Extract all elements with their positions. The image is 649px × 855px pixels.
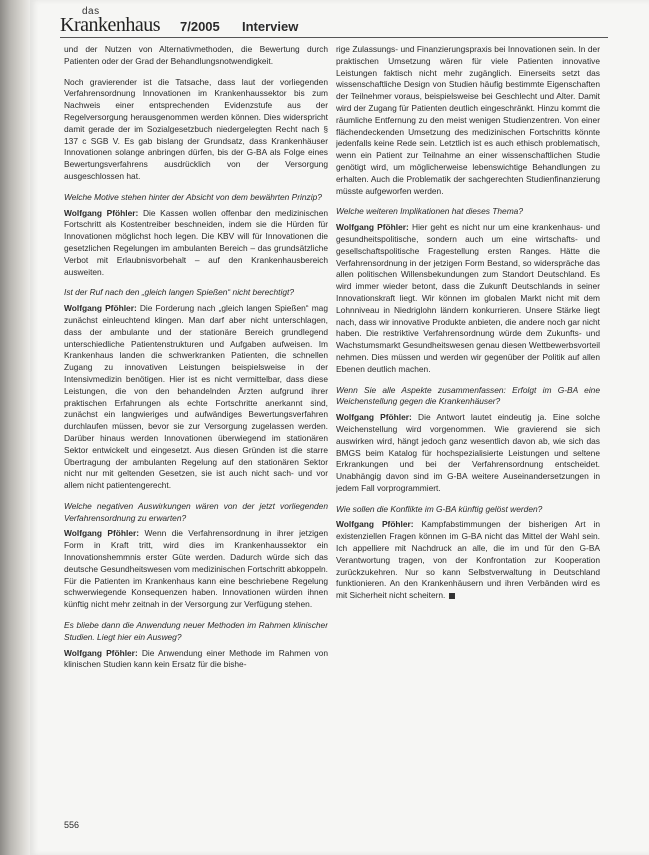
speaker-name: Wolfgang Pföhler: bbox=[64, 207, 139, 218]
interview-answer bbox=[336, 222, 600, 375]
speaker-name: Wolfgang Pföhler: bbox=[64, 528, 140, 539]
speaker-name: Wolfgang Pföhler: bbox=[64, 303, 137, 314]
body-paragraph bbox=[64, 77, 328, 183]
interview-question bbox=[336, 504, 600, 516]
question-text: Welche Motive stehen hinter der Absicht von dem bewährten Prinzip? bbox=[64, 191, 322, 202]
answer-text: Die Antwort lautet eindeutig ja. Eine solche Weichenstellung wird vorgenommen. Wie gravierend sie sich auswirken wird, hängt jedoch ganz wesentlich davon ab, wie sich das BMGS beim Katalog für hochspezialisierte Leistungen und seltene Erkrankungen und bei der Verfahrensordnung entscheidet. Unabhängig davon sind im G-BA weitere Auseinandersetzungen in jedem Fall vorprogrammiert. bbox=[336, 412, 600, 493]
interview-question bbox=[64, 620, 328, 644]
interview-question bbox=[64, 192, 328, 204]
magazine-logo: Krankenhaus bbox=[60, 14, 161, 36]
interview-question bbox=[64, 287, 328, 299]
interview-question bbox=[336, 206, 600, 218]
page-number: 556 bbox=[64, 820, 80, 830]
answer-text: Die Kassen wollen offenbar den medizinischen Fortschritt als Kostentreiber beschneiden, indem sie die Hürden für Innovationen möglichst hoch legen. Die KBV will für Innovationen die gesetzlichen Regelungen im ambulanten Bereich – das grundsätzliche Verbot mit Erlaubnisvorbehalt – auf den Krankenhausbereich ausweiten. bbox=[64, 207, 328, 277]
answer-text: Wenn die Verfahrensordnung in ihrer jetzigen Form in Kraft tritt, wird dies im Krankenhaussektor ein Innovationshemmnis erster Güte werden. Dadurch würde sich das deutsche Gesundheitswesen vom medizinischen Fortschritt abkoppeln. Für die Patienten im Krankenhaus kann eine beschriebene Regelung schwerwiegende Konsequenzen haben. Innovationen würden ihnen künftig nicht mehr zeitnah in der Versorgung zur Verfügung stehen. bbox=[64, 528, 328, 610]
book-spine bbox=[0, 0, 30, 855]
header-rule bbox=[60, 37, 608, 38]
question-text: Welche negativen Auswirkungen wären von der jetzt vorliegenden Verfahrensordnung zu erwarten? bbox=[64, 500, 328, 523]
speaker-name: Wolfgang Pföhler: bbox=[64, 647, 138, 658]
interview-question bbox=[64, 501, 328, 525]
question-text: Welche weiteren Implikationen hat dieses Thema? bbox=[336, 206, 523, 217]
interview-answer bbox=[64, 303, 328, 492]
speaker-name: Wolfgang Pföhler: bbox=[336, 222, 409, 233]
end-of-article-mark bbox=[449, 593, 455, 599]
question-text: Wenn Sie alle Aspekte zusammenfassen: Erfolgt im G-BA eine Weichenstellung gegen die Krankenhäuser? bbox=[336, 384, 600, 407]
answer-text: Hier geht es nicht nur um eine krankenhaus- und gesundheitspolitische, sondern auch um eine wirtschafts- und gesellschaftspolitische Fragestellung ersten Ranges. Hätte die Verfahrensordnung in der jetzigen Form Bestand, so widerspräche das allen politischen Willensbekundungen zum Standort Deutschland. Es wird immer wieder betont, dass die Zukunft Deutschlands in seiner Innovationskraft liegt. Wir können im globalen Markt nicht mit dem Lohnniveau in Niedriglohn ländern konkurrieren. Unsere Stärke liegt nach, dass wir innovative Produkte anbieten, die andere noch gar nicht haben. Die restriktive Verfahrensordnung würde dem Zukunfts- und Wachstumsmarkt Gesundheitswesen genau diesen Wettbewerbsvorteil nehmen. Dies müssen und werden wir gegenüber der Politik auf allen Ebenen deutlich machen. bbox=[336, 222, 600, 374]
speaker-name: Wolfgang Pföhler: bbox=[336, 412, 412, 423]
left-text-column bbox=[64, 44, 328, 800]
interview-answer bbox=[64, 648, 328, 672]
interview-answer bbox=[336, 519, 600, 602]
page-header bbox=[60, 6, 630, 38]
question-text: Wie sollen die Konflikte im G-BA künftig gelöst werden? bbox=[336, 503, 543, 514]
right-text-column bbox=[336, 44, 600, 704]
answer-text: Kampfabstimmungen der bisherigen Art in existenziellen Fragen können im G-BA nicht das Mittel der Wahl sein. Ich appelliere mit Nachdruck an alle, die im und für den G-BA Verantwortung tragen, von der Konfrontation zur Kooperation zurückzukehren. Nur so kann Selbstverwaltung in Deutschland funktionieren. An den Krankenhäusern und ihren Verbänden wird es mit Sicherheit nicht scheitern. bbox=[336, 519, 600, 601]
body-paragraph bbox=[64, 44, 328, 68]
answer-text: Die Anwendung einer Methode im Rahmen von klinischen Studien kann kein Ersatz für die bishe- bbox=[64, 647, 328, 670]
paragraph-text: und der Nutzen von Alternativmethoden, die Bewertung durch Patienten oder der Grad der Behandlungsnotwendigkeit. bbox=[64, 44, 328, 66]
speaker-name: Wolfgang Pföhler: bbox=[336, 519, 414, 530]
interview-answer bbox=[64, 208, 328, 279]
question-text: Es bliebe dann die Anwendung neuer Methoden im Rahmen klinischer Studien. Liegt hier ein Ausweg? bbox=[64, 620, 328, 642]
interview-answer bbox=[64, 528, 328, 611]
answer-text: Die Forderung nach „gleich langen Spießen“ mag zunächst einleuchtend klingen. Man darf aber nicht unterschlagen, dass der ambulante und der stationäre Bereich grundlegend unterschiedliche Patientenstrukturen und Aufgaben aufweisen. Im Krankenhaus landen die schwerkranken Patienten, die schnellen Zugang zu innovativen Leistungen beispielsweise in der Intensivmedizin benötigen. Hier ist es nicht vermittelbar, dass diese Leistungen, die von den behandelnden Ärzten aufgrund ihrer praktischen Erfahrungen als echte Fortschritte anerkannt sind, zunächst ein langwieriges und aufwändiges Bewertungsverfahren durchlaufen müssen, bevor sie zur Versorgung zugelassen werden. Darüber hinaus werden Innovationen überwiegend im stationären Sektor entwickelt und eingesetzt. Aus diesen Gründen ist die starre Übertragung der ambulanten Regelung auf den stationären Sektor nicht nur mit geltenden Gesetzen, sie ist auch nicht sach- und vor allem nicht patientengerecht. bbox=[64, 303, 328, 491]
paragraph-text: rige Zulassungs- und Finanzierungspraxis bei Innovationen sein. In der praktischen Umsetzung wären für viele Patienten innovative Leistungen faktisch nicht mehr zugänglich. Einerseits setzt das wissenschaftliche Design von Studien häufig bestimmte Eigenschaften der Teilnehmer voraus, beispielsweise bei Geschlecht und Alter. Damit wird der Zugang für Patienten deutlich eingeschränkt. Hinzu kommt die räumliche Entfernung zu den meist wenigen Studienzentren. Von einer flächendeckenden Umsetzung des medizinischen Fortschritts könnte jedenfalls keine Rede sein. Letztlich ist es auch ethisch problematisch, wenn ein Patient zur Teilnahme an einer wissenschaftlichen Studie genötigt wird, um möglicherweise lebenswichtige Behandlungen zu erhalten. Auch die Problematik der sachgerechten Studienfinanzierung müsste aufgeworfen werden. bbox=[336, 44, 600, 196]
body-paragraph bbox=[336, 44, 600, 197]
logo-prefix: das bbox=[82, 6, 100, 17]
interview-answer bbox=[336, 412, 600, 495]
issue-number: 7/2005 bbox=[180, 19, 220, 34]
question-text: Ist der Ruf nach den „gleich langen Spießen“ nicht berechtigt? bbox=[64, 287, 294, 298]
section-title: Interview bbox=[242, 19, 299, 34]
interview-question bbox=[336, 385, 600, 409]
paragraph-text: Noch gravierender ist die Tatsache, dass laut der vorliegenden Verfahrensordnung Innovationen im Krankenhaussektor bis zum Nachweis einer entsprechenden Evidenzstufe aus der Regelversorgung herausgenommen werden können. Dies widerspricht damit gerade der im Sozialgesetzbuch niedergelegten Recht nach § 137 c SGB V. Es gab bislang der Grundsatz, dass Krankenhäuser Innovationen solange anbringen dürfen, bis der G-BA als Folge eines Bewertungsverfahrens ausdrücklich von der Versorgung ausgeschlossen hat. bbox=[64, 76, 328, 181]
